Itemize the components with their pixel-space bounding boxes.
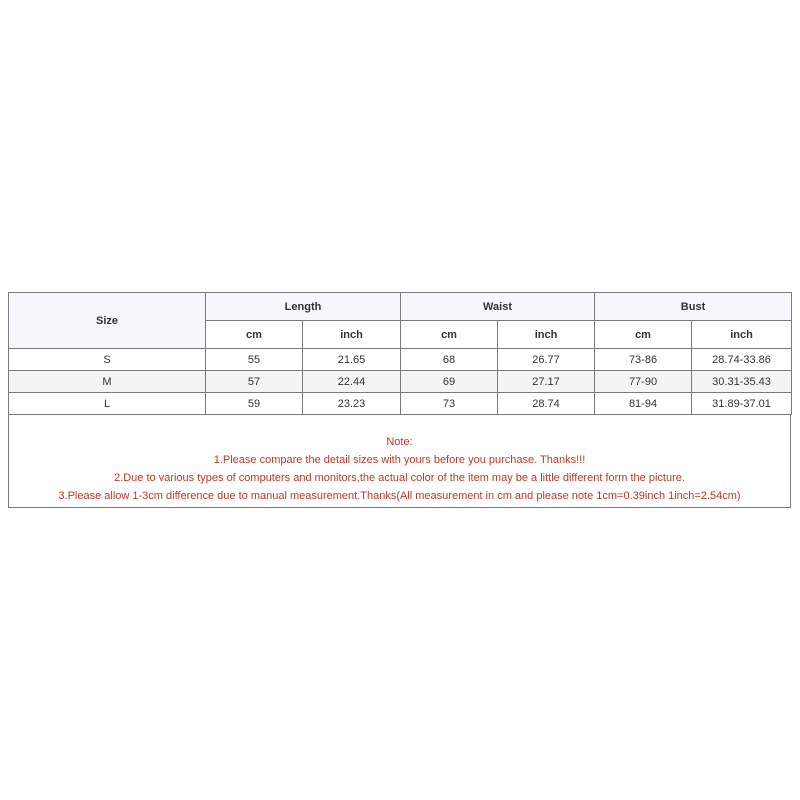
value-cell: 68 — [401, 349, 498, 371]
note-title: Note: — [386, 436, 413, 448]
bust-header: Bust — [595, 293, 792, 321]
table-row — [9, 371, 792, 393]
value-cell: 59 — [206, 393, 303, 415]
size-chart — [8, 292, 791, 508]
value-cell: 77-90 — [595, 371, 692, 393]
unit-header: cm — [206, 321, 303, 349]
value-cell: 26.77 — [498, 349, 595, 371]
value-cell: 28.74-33.86 — [692, 349, 792, 371]
unit-header: inch — [498, 321, 595, 349]
size-header: Size — [9, 293, 206, 349]
value-cell: 57 — [206, 371, 303, 393]
note-line: 2.Due to various types of computers and monitors,the actual color of the item may be a little different form the picture. — [114, 472, 685, 484]
size-cell: M — [9, 371, 206, 393]
group-header-row — [9, 293, 792, 321]
value-cell: 73 — [401, 393, 498, 415]
value-cell: 55 — [206, 349, 303, 371]
value-cell: 31.89-37.01 — [692, 393, 792, 415]
value-cell: 28.74 — [498, 393, 595, 415]
unit-header: cm — [595, 321, 692, 349]
value-cell: 69 — [401, 371, 498, 393]
unit-header: cm — [401, 321, 498, 349]
waist-header: Waist — [401, 293, 595, 321]
size-cell: S — [9, 349, 206, 371]
value-cell: 22.44 — [303, 371, 401, 393]
note-line: 1.Please compare the detail sizes with yours before you purchase. Thanks!!! — [213, 454, 586, 466]
note-line: 3.Please allow 1-3cm difference due to manual measurement.Thanks(All measurement in cm and please note 1cm=0.39inch 1inch=2.54cm) — [58, 490, 741, 502]
notes-box — [8, 415, 791, 508]
value-cell: 21.65 — [303, 349, 401, 371]
size-cell: L — [9, 393, 206, 415]
value-cell: 73-86 — [595, 349, 692, 371]
value-cell: 81-94 — [595, 393, 692, 415]
size-table — [8, 292, 792, 415]
table-row — [9, 349, 792, 371]
value-cell: 30.31-35.43 — [692, 371, 792, 393]
value-cell: 23.23 — [303, 393, 401, 415]
unit-header: inch — [692, 321, 792, 349]
table-row — [9, 393, 792, 415]
length-header: Length — [206, 293, 401, 321]
value-cell: 27.17 — [498, 371, 595, 393]
unit-header: inch — [303, 321, 401, 349]
